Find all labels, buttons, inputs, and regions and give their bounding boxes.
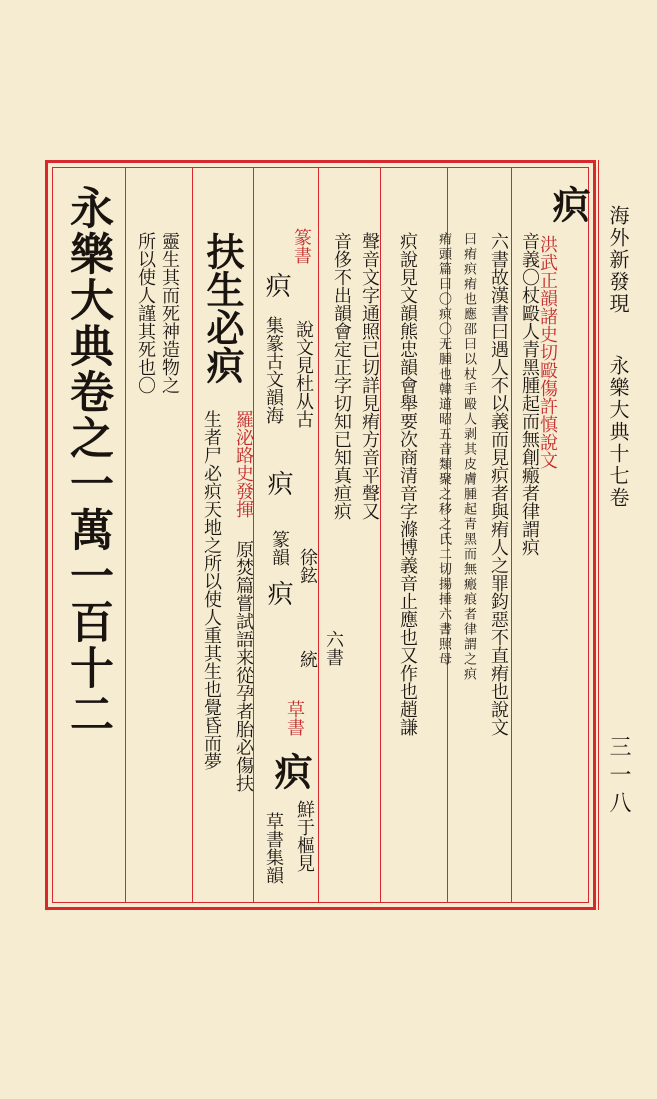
entry-source-line: 洪武正韻諸史切毆傷許慎說文 <box>537 235 558 469</box>
entry-body-line: 靈生其而死神造物之 <box>159 232 180 394</box>
entry-body-line: 聲音文字通照已切詳見痏方音平聲又 <box>359 232 380 520</box>
seal-script-char: 疻 <box>263 470 293 496</box>
volume-title: 永樂大典卷之一萬一百十二 <box>62 185 113 737</box>
column-divider <box>511 167 512 903</box>
entry-body-line: 原焚篇嘗試語来從孕者胎必傷扶 <box>233 540 254 792</box>
entry-note-line: 痏頭篇曰〇疻〇无腫也韓道昭五音類聚之移之氏二切揚捶六書照母 <box>436 232 451 667</box>
book-label: 永樂大典十七卷 <box>606 355 630 509</box>
seal-script-label: 篆書 <box>291 228 312 264</box>
entry-body-line: 草書集韻 <box>263 812 284 884</box>
entry-heading-char: 疻 <box>546 185 591 223</box>
entry-body-line: 音義〇杖毆人青黑腫起而無創瘢者律謂疻 <box>519 232 540 556</box>
phrase-heading: 扶生必疻 <box>200 232 245 384</box>
entry-body-line: 徐鉉 <box>297 548 318 584</box>
entry-body-line: 疻說見文韻熊忠韻會舉要次商清音字滌博義音止應也又作也趙謙 <box>397 232 418 736</box>
page-number: 三一八 <box>606 735 631 819</box>
entry-body-line: 篆韻 <box>269 530 290 566</box>
entry-body-line: 所以使人謹其死也〇 <box>135 232 156 394</box>
column-divider <box>125 167 126 903</box>
entry-note-line: 曰痏疻痏也應邵曰以杖手毆人剥其皮膚腫起青黑而無瘢痕者律謂之疻 <box>461 232 476 682</box>
column-divider <box>380 167 381 903</box>
seal-script-char: 疻 <box>263 580 293 606</box>
entry-body-line: 六書故漢書曰遇人不以義而見疻者與痏人之罪鈞惡不直痏也說文 <box>488 232 509 736</box>
column-divider <box>253 167 254 903</box>
entry-body-line: 集篆古文韻海 <box>263 316 284 424</box>
margin-rule <box>598 160 599 910</box>
edition-label: 海外新發現 <box>606 205 630 315</box>
column-divider <box>192 167 193 903</box>
entry-body-line: 音侈不出韻會定正字切知已知真疸疻 <box>331 232 352 520</box>
entry-source-line: 羅泌路史發揮 <box>233 410 254 518</box>
column-divider <box>318 167 319 903</box>
entry-body-line: 統 <box>297 650 318 668</box>
cursive-script-char: 疻 <box>268 752 313 790</box>
seal-script-char: 疻 <box>261 272 291 298</box>
entry-body-line: 說文見杜从古 <box>293 320 314 428</box>
entry-body-line: 鮮于樞見 <box>294 800 315 872</box>
entry-body-line: 六書 <box>323 630 344 666</box>
cursive-script-label: 草書 <box>284 700 305 736</box>
entry-body-line: 生者尸必疻天地之所以使人重其生也覺昏而夢 <box>201 410 222 770</box>
